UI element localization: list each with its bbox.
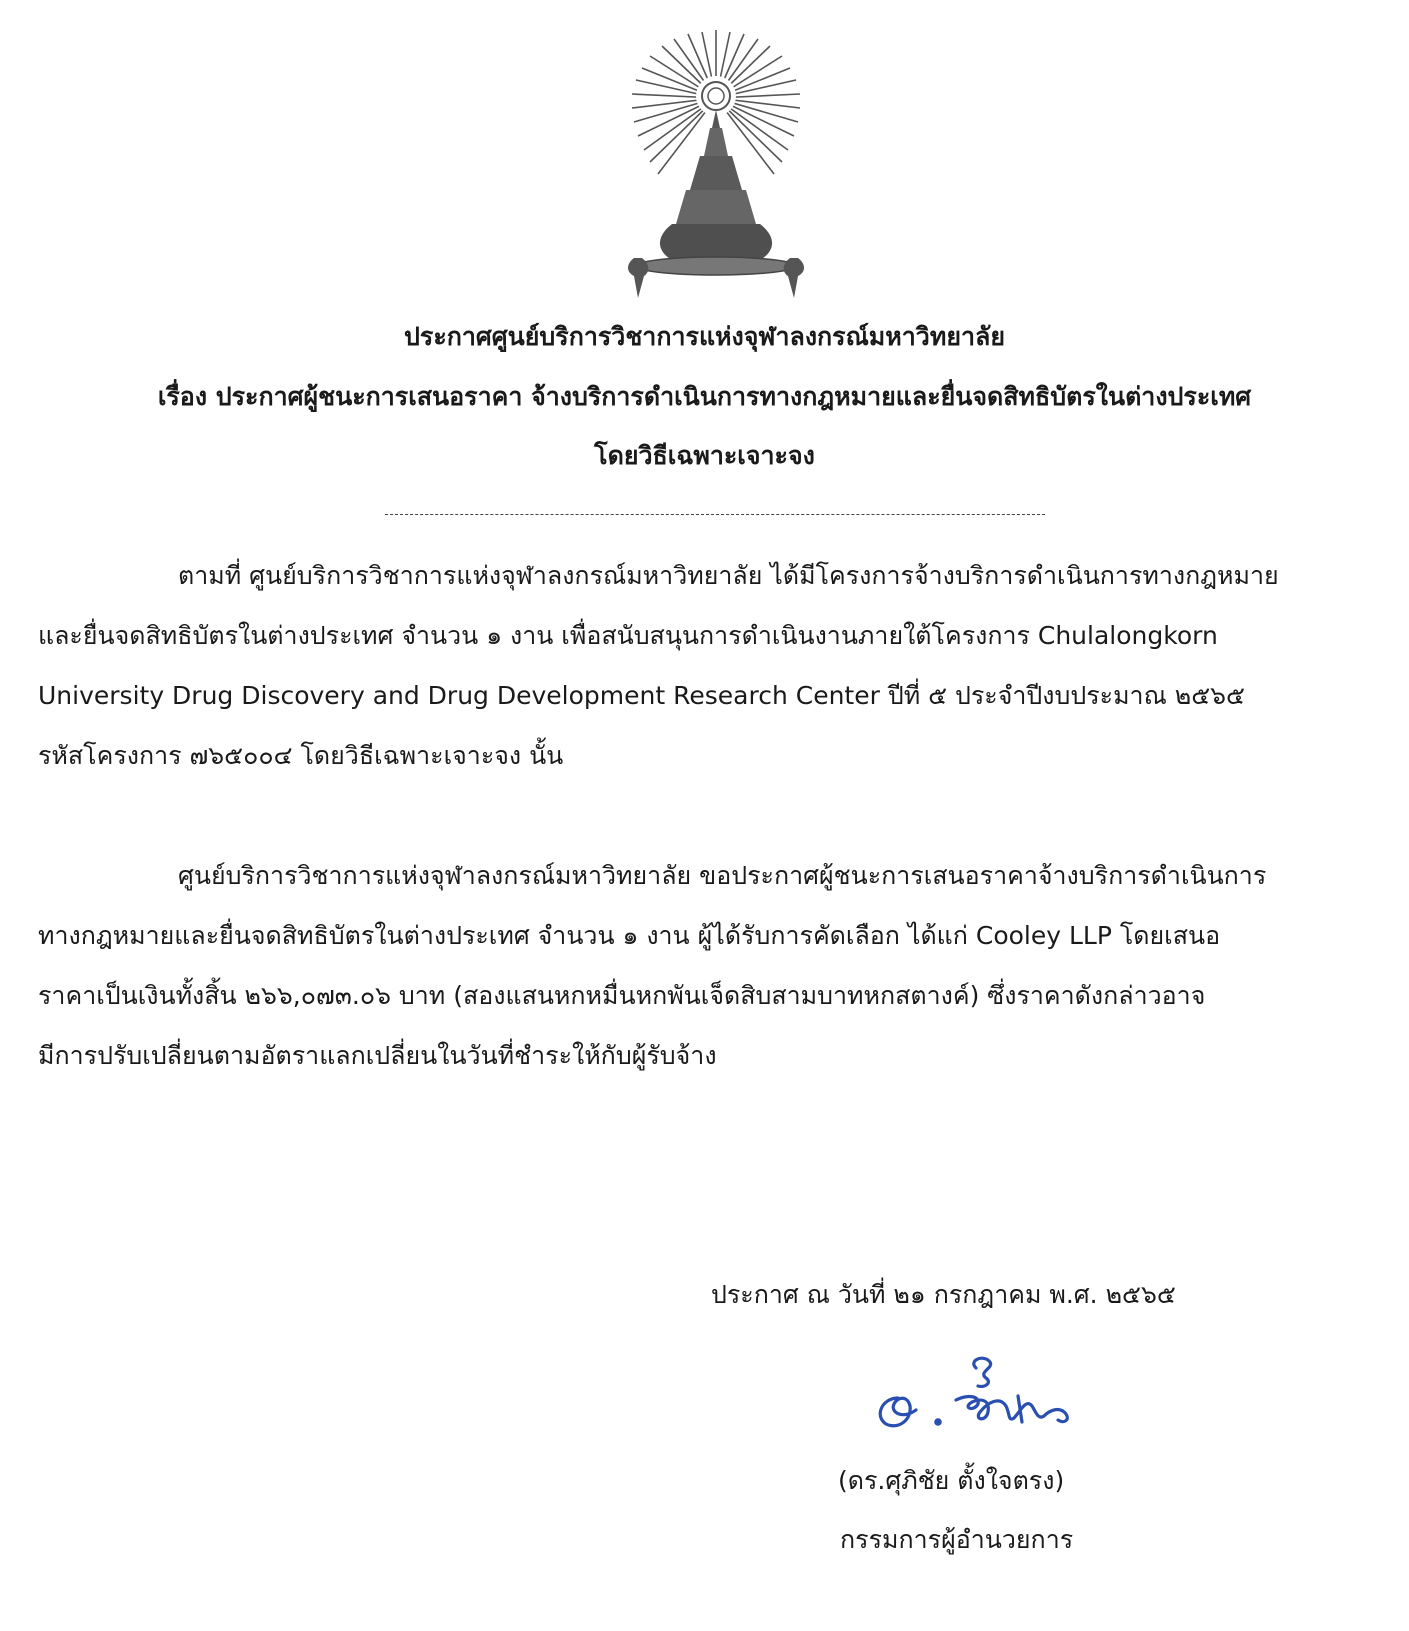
title-divider	[385, 514, 1045, 515]
handwritten-signature	[868, 1350, 1108, 1440]
paragraph-line: ตามที่ ศูนย์บริการวิชาการแห่งจุฬาลงกรณ์มหาวิทยาลัย ได้มีโครงการจ้างบริการดำเนินการทางกฎหมาย	[178, 561, 1279, 590]
announcement-date: ประกาศ ณ วันที่ ๒๑ กรกฎาคม พ.ศ. ๒๕๖๕	[711, 1280, 1176, 1309]
paragraph-line: ศูนย์บริการวิชาการแห่งจุฬาลงกรณ์มหาวิทยาลัย ขอประกาศผู้ชนะการเสนอราคาจ้างบริการดำเนินการ	[178, 861, 1267, 890]
paragraph-project-background	[38, 546, 1378, 786]
signer-title: กรรมการผู้อำนวยการ	[840, 1525, 1074, 1554]
signer-name: (ดร.ศุภิชัย ตั้งใจตรง)	[838, 1466, 1065, 1495]
announcement-title: ประกาศศูนย์บริการวิชาการแห่งจุฬาลงกรณ์มหาวิทยาลัย	[404, 322, 1005, 351]
paragraph-winner-announcement	[38, 846, 1378, 1086]
paragraph-line: ทางกฎหมายและยื่นจดสิทธิบัตรในต่างประเทศ จำนวน ๑ งาน ผู้ได้รับการคัดเลือก ได้แก่ Cooley LLP โดยเสนอ	[38, 921, 1221, 950]
chulalongkorn-emblem-icon	[628, 28, 804, 304]
announcement-method: โดยวิธีเฉพาะเจาะจง	[594, 441, 815, 470]
paragraph-line: และยื่นจดสิทธิบัตรในต่างประเทศ จำนวน ๑ งาน เพื่อสนับสนุนการดำเนินงานภายใต้โครงการ Chulalongkorn	[38, 621, 1218, 650]
paragraph-line: มีการปรับเปลี่ยนตามอัตราแลกเปลี่ยนในวันที่ชำระให้กับผู้รับจ้าง	[38, 1041, 717, 1070]
paragraph-line: University Drug Discovery and Drug Development Research Center ปีที่ ๕ ประจำปีงบประมาณ ๒๕๖๕	[38, 681, 1245, 710]
paragraph-line: ราคาเป็นเงินทั้งสิ้น ๒๖๖,๐๗๓.๐๖ บาท (สองแสนหกหมื่นหกพันเจ็ดสิบสามบาทหกสตางค์) ซึ่งราคาดังกล่าวอาจ	[38, 981, 1206, 1010]
paragraph-line: รหัสโครงการ ๗๖๕๐๐๔ โดยวิธีเฉพาะเจาะจง นั้น	[38, 741, 564, 770]
announcement-subject: เรื่อง ประกาศผู้ชนะการเสนอราคา จ้างบริการดำเนินการทางกฎหมายและยื่นจดสิทธิบัตรในต่างประเทศ	[157, 382, 1252, 411]
